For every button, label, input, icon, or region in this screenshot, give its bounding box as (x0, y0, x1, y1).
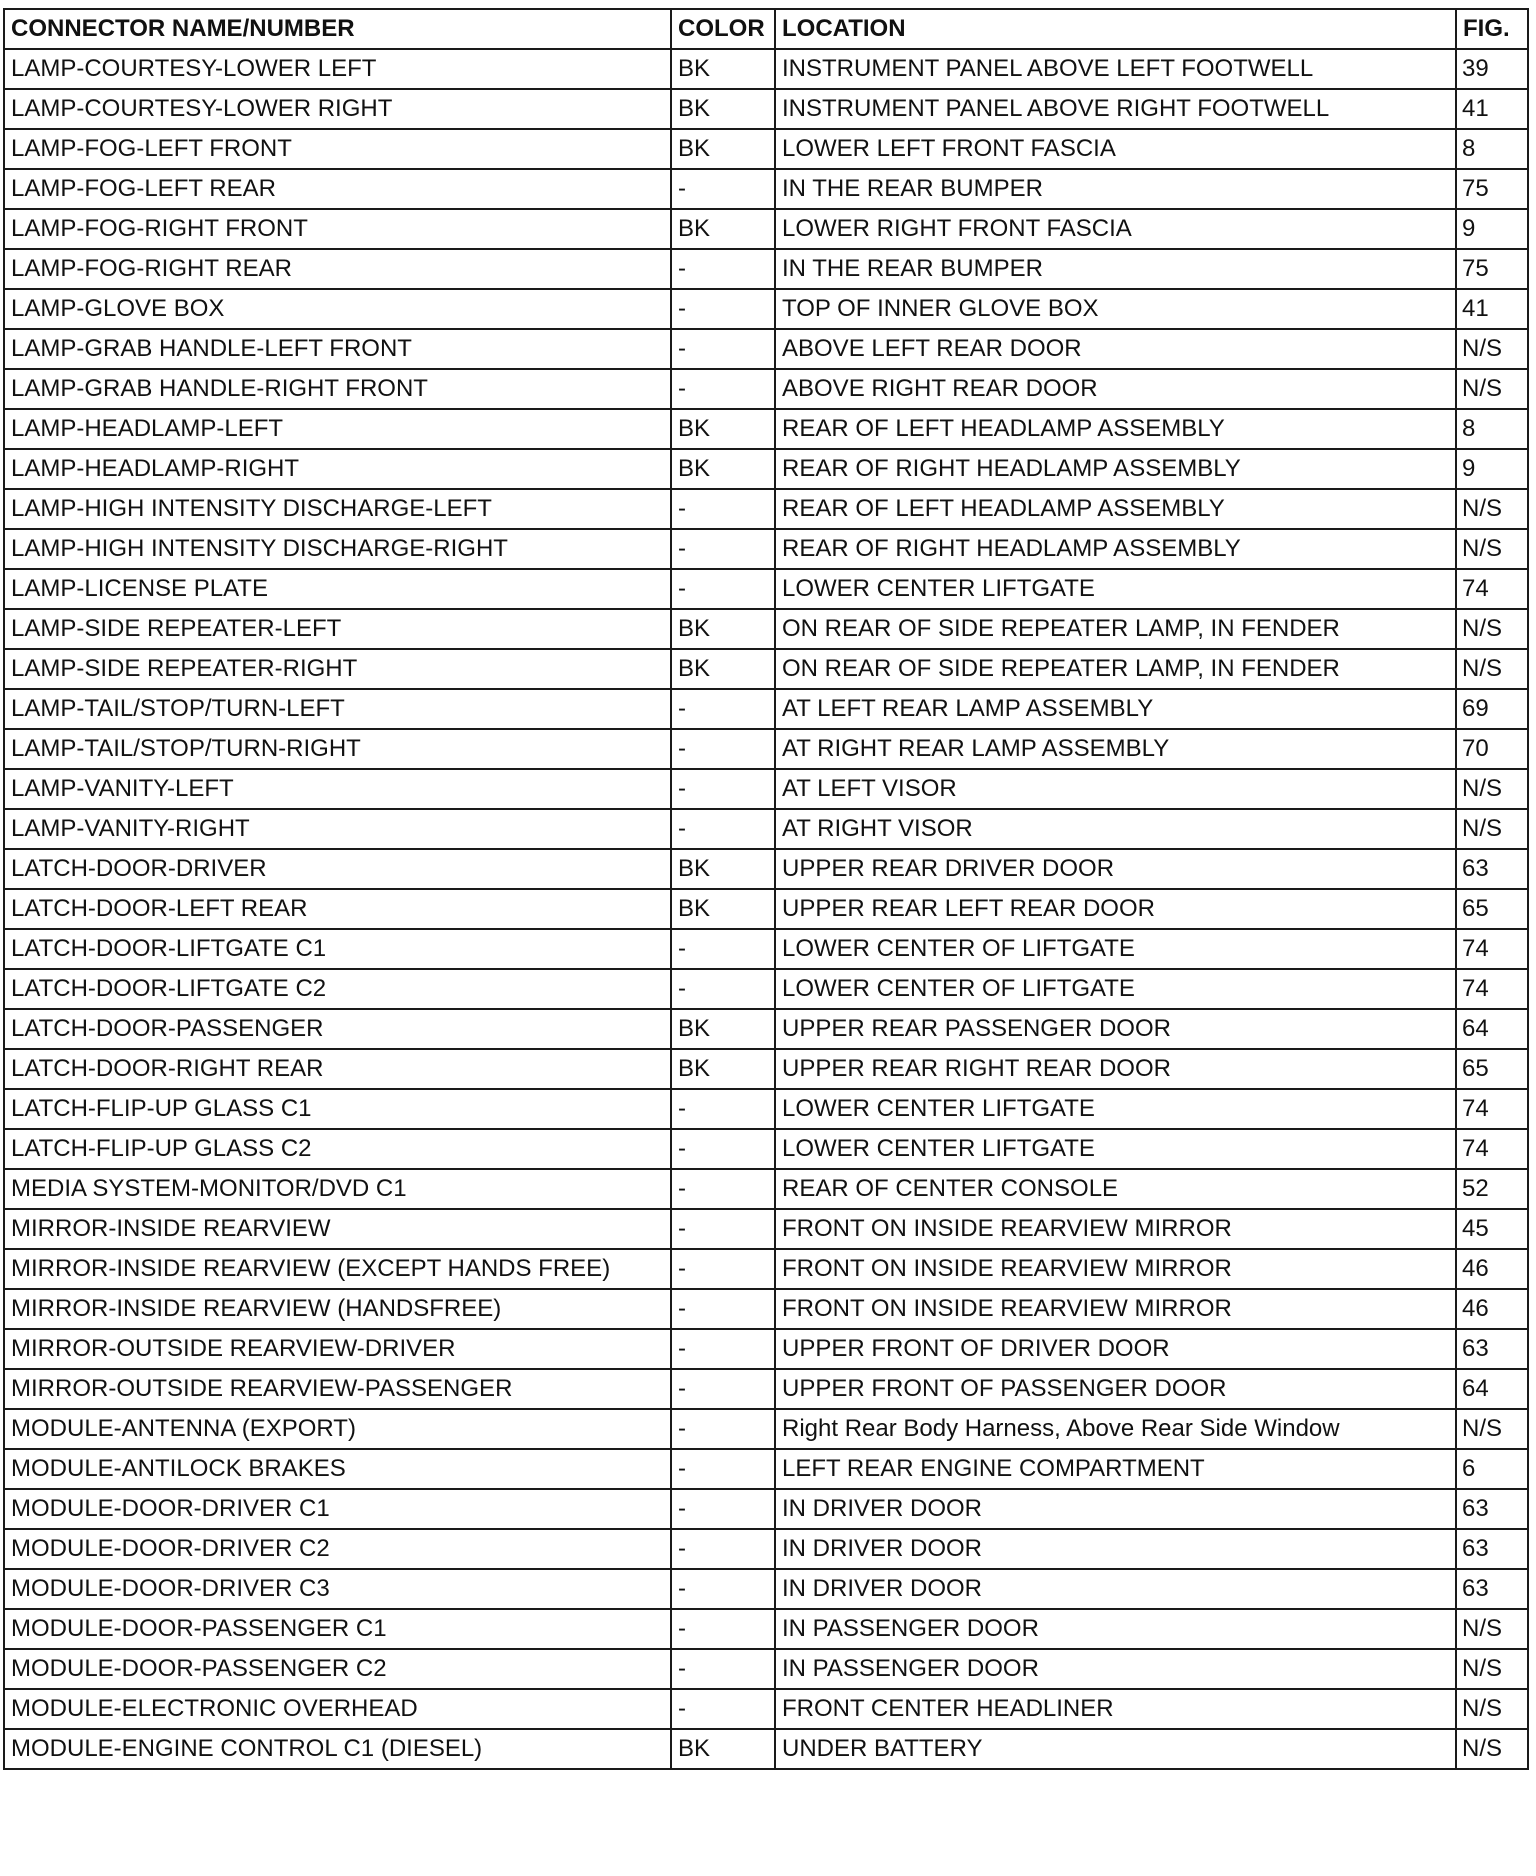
connector-name-cell: LAMP-VANITY-LEFT (4, 769, 671, 809)
connector-name-cell: MIRROR-INSIDE REARVIEW (EXCEPT HANDS FREE) (4, 1249, 671, 1289)
location-cell: REAR OF CENTER CONSOLE (775, 1169, 1456, 1209)
fig-cell: 8 (1456, 409, 1528, 449)
location-cell: IN PASSENGER DOOR (775, 1609, 1456, 1649)
fig-cell: 8 (1456, 129, 1528, 169)
fig-cell: N/S (1456, 1609, 1528, 1649)
table-row (4, 1729, 1528, 1769)
connector-name-cell: MIRROR-INSIDE REARVIEW (4, 1209, 671, 1249)
fig-cell: N/S (1456, 1729, 1528, 1769)
color-cell: BK (671, 1049, 775, 1089)
color-cell: BK (671, 849, 775, 889)
color-cell: - (671, 969, 775, 1009)
color-cell: - (671, 369, 775, 409)
connector-name-cell: LAMP-GLOVE BOX (4, 289, 671, 329)
connector-name-cell: MODULE-DOOR-DRIVER C1 (4, 1489, 671, 1529)
color-cell: - (671, 1689, 775, 1729)
fig-cell: 63 (1456, 1569, 1528, 1609)
color-cell: - (671, 169, 775, 209)
fig-cell: 75 (1456, 169, 1528, 209)
location-cell: LOWER LEFT FRONT FASCIA (775, 129, 1456, 169)
table-row (4, 1089, 1528, 1129)
connector-name-cell: LAMP-HIGH INTENSITY DISCHARGE-RIGHT (4, 529, 671, 569)
color-cell: BK (671, 449, 775, 489)
color-cell: BK (671, 49, 775, 89)
table-row (4, 209, 1528, 249)
fig-cell: 70 (1456, 729, 1528, 769)
fig-cell: 41 (1456, 289, 1528, 329)
connector-name-cell: MODULE-DOOR-PASSENGER C1 (4, 1609, 671, 1649)
location-cell: REAR OF RIGHT HEADLAMP ASSEMBLY (775, 529, 1456, 569)
location-cell: REAR OF LEFT HEADLAMP ASSEMBLY (775, 409, 1456, 449)
header-color: COLOR (671, 9, 775, 49)
connector-name-cell: LATCH-DOOR-DRIVER (4, 849, 671, 889)
table-row (4, 1569, 1528, 1609)
table-row (4, 849, 1528, 889)
connector-name-cell: MODULE-DOOR-DRIVER C2 (4, 1529, 671, 1569)
fig-cell: 65 (1456, 889, 1528, 929)
fig-cell: N/S (1456, 1689, 1528, 1729)
connector-name-cell: LATCH-FLIP-UP GLASS C1 (4, 1089, 671, 1129)
location-cell: AT RIGHT VISOR (775, 809, 1456, 849)
connector-name-cell: LAMP-HEADLAMP-LEFT (4, 409, 671, 449)
color-cell: - (671, 1569, 775, 1609)
location-cell: IN DRIVER DOOR (775, 1489, 1456, 1529)
table-row (4, 1209, 1528, 1249)
connector-name-cell: LAMP-SIDE REPEATER-RIGHT (4, 649, 671, 689)
connector-name-cell: LAMP-TAIL/STOP/TURN-RIGHT (4, 729, 671, 769)
table-row (4, 369, 1528, 409)
fig-cell: 74 (1456, 969, 1528, 1009)
fig-cell: 69 (1456, 689, 1528, 729)
location-cell: INSTRUMENT PANEL ABOVE RIGHT FOOTWELL (775, 89, 1456, 129)
fig-cell: N/S (1456, 489, 1528, 529)
connector-table (3, 8, 1529, 1770)
table-row (4, 129, 1528, 169)
location-cell: REAR OF LEFT HEADLAMP ASSEMBLY (775, 489, 1456, 529)
connector-name-cell: LAMP-FOG-RIGHT FRONT (4, 209, 671, 249)
location-cell: TOP OF INNER GLOVE BOX (775, 289, 1456, 329)
connector-name-cell: MODULE-ANTILOCK BRAKES (4, 1449, 671, 1489)
color-cell: - (671, 1089, 775, 1129)
location-cell: FRONT ON INSIDE REARVIEW MIRROR (775, 1289, 1456, 1329)
color-cell: - (671, 1329, 775, 1369)
table-row (4, 1169, 1528, 1209)
header-connector-name: CONNECTOR NAME/NUMBER (4, 9, 671, 49)
color-cell: BK (671, 1729, 775, 1769)
color-cell: - (671, 1129, 775, 1169)
table-row (4, 889, 1528, 929)
location-cell: FRONT ON INSIDE REARVIEW MIRROR (775, 1249, 1456, 1289)
table-row (4, 1369, 1528, 1409)
connector-name-cell: LAMP-HEADLAMP-RIGHT (4, 449, 671, 489)
connector-name-cell: LATCH-DOOR-LEFT REAR (4, 889, 671, 929)
table-row (4, 969, 1528, 1009)
connector-name-cell: LAMP-FOG-LEFT FRONT (4, 129, 671, 169)
connector-name-cell: LATCH-FLIP-UP GLASS C2 (4, 1129, 671, 1169)
connector-name-cell: LATCH-DOOR-LIFTGATE C2 (4, 969, 671, 1009)
table-row (4, 329, 1528, 369)
location-cell: ABOVE LEFT REAR DOOR (775, 329, 1456, 369)
location-cell: IN DRIVER DOOR (775, 1529, 1456, 1569)
color-cell: - (671, 1609, 775, 1649)
color-cell: - (671, 529, 775, 569)
table-row (4, 1329, 1528, 1369)
fig-cell: N/S (1456, 1649, 1528, 1689)
color-cell: - (671, 1169, 775, 1209)
location-cell: AT RIGHT REAR LAMP ASSEMBLY (775, 729, 1456, 769)
connector-name-cell: LAMP-GRAB HANDLE-RIGHT FRONT (4, 369, 671, 409)
location-cell: LOWER CENTER LIFTGATE (775, 1129, 1456, 1169)
table-row (4, 409, 1528, 449)
color-cell: - (671, 929, 775, 969)
fig-cell: 75 (1456, 249, 1528, 289)
table-row (4, 169, 1528, 209)
location-cell: LOWER CENTER OF LIFTGATE (775, 969, 1456, 1009)
table-row (4, 569, 1528, 609)
location-cell: UPPER REAR RIGHT REAR DOOR (775, 1049, 1456, 1089)
fig-cell: 74 (1456, 569, 1528, 609)
fig-cell: N/S (1456, 649, 1528, 689)
fig-cell: 63 (1456, 849, 1528, 889)
connector-name-cell: MODULE-ELECTRONIC OVERHEAD (4, 1689, 671, 1729)
table-row (4, 529, 1528, 569)
table-row (4, 1489, 1528, 1529)
color-cell: - (671, 1289, 775, 1329)
color-cell: BK (671, 89, 775, 129)
fig-cell: N/S (1456, 609, 1528, 649)
fig-cell: 9 (1456, 449, 1528, 489)
location-cell: LOWER CENTER LIFTGATE (775, 569, 1456, 609)
connector-name-cell: LATCH-DOOR-PASSENGER (4, 1009, 671, 1049)
fig-cell: 46 (1456, 1289, 1528, 1329)
fig-cell: 64 (1456, 1009, 1528, 1049)
header-fig: FIG. (1456, 9, 1528, 49)
fig-cell: 74 (1456, 929, 1528, 969)
table-row (4, 929, 1528, 969)
fig-cell: 9 (1456, 209, 1528, 249)
table-body (4, 49, 1528, 1769)
table-row (4, 249, 1528, 289)
color-cell: - (671, 329, 775, 369)
color-cell: - (671, 249, 775, 289)
fig-cell: 64 (1456, 1369, 1528, 1409)
location-cell: INSTRUMENT PANEL ABOVE LEFT FOOTWELL (775, 49, 1456, 89)
location-cell: Right Rear Body Harness, Above Rear Side Window (775, 1409, 1456, 1449)
connector-name-cell: MODULE-ANTENNA (EXPORT) (4, 1409, 671, 1449)
color-cell: BK (671, 649, 775, 689)
connector-name-cell: LAMP-TAIL/STOP/TURN-LEFT (4, 689, 671, 729)
location-cell: IN DRIVER DOOR (775, 1569, 1456, 1609)
table-row (4, 1409, 1528, 1449)
connector-name-cell: MEDIA SYSTEM-MONITOR/DVD C1 (4, 1169, 671, 1209)
table-header (4, 9, 1528, 49)
table-row (4, 1009, 1528, 1049)
table-row (4, 1529, 1528, 1569)
location-cell: AT LEFT REAR LAMP ASSEMBLY (775, 689, 1456, 729)
color-cell: - (671, 1649, 775, 1689)
color-cell: - (671, 1209, 775, 1249)
color-cell: - (671, 1449, 775, 1489)
color-cell: - (671, 1489, 775, 1529)
fig-cell: 74 (1456, 1089, 1528, 1129)
fig-cell: 46 (1456, 1249, 1528, 1289)
color-cell: BK (671, 129, 775, 169)
fig-cell: 45 (1456, 1209, 1528, 1249)
location-cell: LEFT REAR ENGINE COMPARTMENT (775, 1449, 1456, 1489)
color-cell: BK (671, 409, 775, 449)
fig-cell: N/S (1456, 529, 1528, 569)
table-row (4, 769, 1528, 809)
location-cell: UPPER REAR PASSENGER DOOR (775, 1009, 1456, 1049)
connector-name-cell: LAMP-VANITY-RIGHT (4, 809, 671, 849)
location-cell: FRONT CENTER HEADLINER (775, 1689, 1456, 1729)
connector-name-cell: LAMP-LICENSE PLATE (4, 569, 671, 609)
fig-cell: N/S (1456, 329, 1528, 369)
table-row (4, 89, 1528, 129)
location-cell: UPPER FRONT OF DRIVER DOOR (775, 1329, 1456, 1369)
table-row (4, 1289, 1528, 1329)
location-cell: REAR OF RIGHT HEADLAMP ASSEMBLY (775, 449, 1456, 489)
fig-cell: 74 (1456, 1129, 1528, 1169)
location-cell: ON REAR OF SIDE REPEATER LAMP, IN FENDER (775, 609, 1456, 649)
connector-name-cell: LAMP-COURTESY-LOWER RIGHT (4, 89, 671, 129)
fig-cell: 65 (1456, 1049, 1528, 1089)
location-cell: FRONT ON INSIDE REARVIEW MIRROR (775, 1209, 1456, 1249)
location-cell: LOWER CENTER LIFTGATE (775, 1089, 1456, 1129)
fig-cell: N/S (1456, 809, 1528, 849)
table-row (4, 1049, 1528, 1089)
table-row (4, 649, 1528, 689)
location-cell: IN PASSENGER DOOR (775, 1649, 1456, 1689)
connector-name-cell: LATCH-DOOR-RIGHT REAR (4, 1049, 671, 1089)
fig-cell: 6 (1456, 1449, 1528, 1489)
table-row (4, 729, 1528, 769)
location-cell: ABOVE RIGHT REAR DOOR (775, 369, 1456, 409)
table-row (4, 289, 1528, 329)
fig-cell: N/S (1456, 369, 1528, 409)
connector-name-cell: LAMP-SIDE REPEATER-LEFT (4, 609, 671, 649)
connector-name-cell: MODULE-ENGINE CONTROL C1 (DIESEL) (4, 1729, 671, 1769)
location-cell: UNDER BATTERY (775, 1729, 1456, 1769)
location-cell: AT LEFT VISOR (775, 769, 1456, 809)
color-cell: - (671, 729, 775, 769)
connector-name-cell: MIRROR-OUTSIDE REARVIEW-DRIVER (4, 1329, 671, 1369)
fig-cell: N/S (1456, 769, 1528, 809)
color-cell: - (671, 1409, 775, 1449)
fig-cell: 63 (1456, 1329, 1528, 1369)
connector-name-cell: LAMP-FOG-RIGHT REAR (4, 249, 671, 289)
color-cell: BK (671, 1009, 775, 1049)
fig-cell: 52 (1456, 1169, 1528, 1209)
table-row (4, 49, 1528, 89)
color-cell: - (671, 569, 775, 609)
color-cell: - (671, 489, 775, 529)
location-cell: UPPER FRONT OF PASSENGER DOOR (775, 1369, 1456, 1409)
header-location: LOCATION (775, 9, 1456, 49)
color-cell: - (671, 1249, 775, 1289)
connector-name-cell: LAMP-HIGH INTENSITY DISCHARGE-LEFT (4, 489, 671, 529)
connector-name-cell: MODULE-DOOR-DRIVER C3 (4, 1569, 671, 1609)
fig-cell: N/S (1456, 1409, 1528, 1449)
fig-cell: 63 (1456, 1489, 1528, 1529)
color-cell: - (671, 689, 775, 729)
connector-name-cell: MIRROR-INSIDE REARVIEW (HANDSFREE) (4, 1289, 671, 1329)
connector-name-cell: MIRROR-OUTSIDE REARVIEW-PASSENGER (4, 1369, 671, 1409)
header-row (4, 9, 1528, 49)
connector-name-cell: LAMP-GRAB HANDLE-LEFT FRONT (4, 329, 671, 369)
location-cell: IN THE REAR BUMPER (775, 249, 1456, 289)
table-row (4, 1249, 1528, 1289)
location-cell: UPPER REAR DRIVER DOOR (775, 849, 1456, 889)
color-cell: - (671, 1529, 775, 1569)
table-row (4, 689, 1528, 729)
color-cell: - (671, 1369, 775, 1409)
color-cell: - (671, 809, 775, 849)
table-row (4, 609, 1528, 649)
location-cell: LOWER RIGHT FRONT FASCIA (775, 209, 1456, 249)
table-row (4, 1689, 1528, 1729)
table-row (4, 1649, 1528, 1689)
fig-cell: 63 (1456, 1529, 1528, 1569)
location-cell: IN THE REAR BUMPER (775, 169, 1456, 209)
connector-name-cell: LAMP-FOG-LEFT REAR (4, 169, 671, 209)
connector-name-cell: LAMP-COURTESY-LOWER LEFT (4, 49, 671, 89)
location-cell: LOWER CENTER OF LIFTGATE (775, 929, 1456, 969)
fig-cell: 39 (1456, 49, 1528, 89)
connector-name-cell: MODULE-DOOR-PASSENGER C2 (4, 1649, 671, 1689)
table-row (4, 1609, 1528, 1649)
table-row (4, 489, 1528, 529)
color-cell: - (671, 769, 775, 809)
location-cell: ON REAR OF SIDE REPEATER LAMP, IN FENDER (775, 649, 1456, 689)
fig-cell: 41 (1456, 89, 1528, 129)
color-cell: - (671, 289, 775, 329)
table-row (4, 449, 1528, 489)
color-cell: BK (671, 889, 775, 929)
table-row (4, 1129, 1528, 1169)
table-row (4, 809, 1528, 849)
connector-name-cell: LATCH-DOOR-LIFTGATE C1 (4, 929, 671, 969)
table-row (4, 1449, 1528, 1489)
color-cell: BK (671, 609, 775, 649)
color-cell: BK (671, 209, 775, 249)
location-cell: UPPER REAR LEFT REAR DOOR (775, 889, 1456, 929)
